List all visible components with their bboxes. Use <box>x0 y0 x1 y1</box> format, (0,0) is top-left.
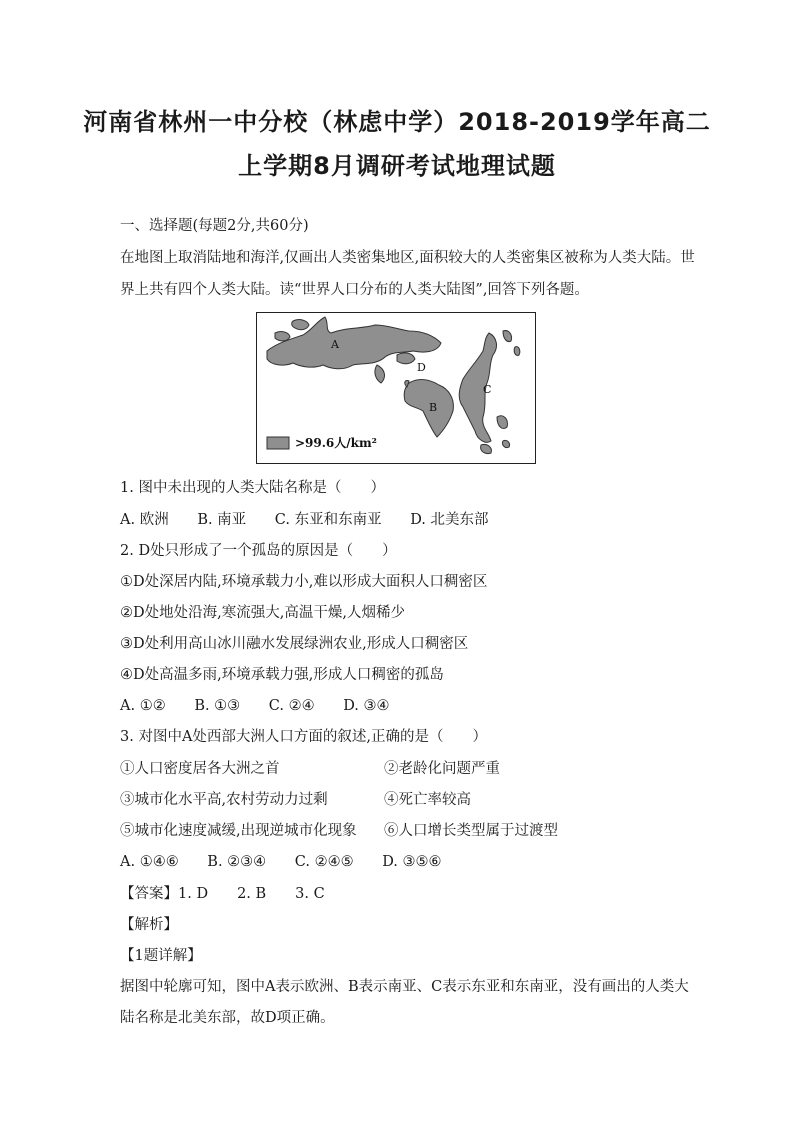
q2-item-2: ②D处地处沿海,寒流强大,高温干燥,人烟稀少 <box>120 605 405 621</box>
q3-stem: 3. 对图中A处西部大洲人口方面的叙述,正确的是（ ） <box>120 729 488 745</box>
human-continent-map <box>256 312 536 464</box>
q3-item-2: ②老龄化问题严重 <box>384 761 500 777</box>
q2-option-c: C. ②④ <box>268 698 315 714</box>
map-island-c2 <box>514 347 520 356</box>
q3-item-3: ③城市化水平高,农村劳动力过剩 <box>120 792 328 808</box>
map-label-b: B <box>429 401 438 414</box>
map-island-c4 <box>481 444 492 453</box>
q2-stem: 2. D处只形成了一个孤岛的原因是（ ） <box>120 543 397 559</box>
map-legend-label: >99.6人/km² <box>295 436 377 450</box>
q2-option-d: D. ③④ <box>343 698 390 714</box>
q3-item-5: ⑤城市化速度减缓,出现逆城市化现象 <box>120 823 357 839</box>
q3-item-4: ④死亡率较高 <box>384 792 471 808</box>
map-label-d: D <box>417 361 426 374</box>
intro-line-2: 界上共有四个人类大陆。读“世界人口分布的人类大陆图”,回答下列各题。 <box>120 282 589 298</box>
q1-options <box>120 510 513 530</box>
q2-item-3: ③D处利用高山冰川融水发展绿洲农业,形成人口稠密区 <box>120 636 469 652</box>
q3-options <box>120 852 466 872</box>
q1-option-d: D. 北美东部 <box>410 512 489 528</box>
analysis-label: 【解析】 <box>120 917 178 933</box>
q2-option-a: A. ①② <box>120 698 166 714</box>
map-legend-swatch <box>267 437 289 449</box>
map-island-c3 <box>497 416 507 429</box>
q3-item-6: ⑥人口增长类型属于过渡型 <box>384 823 558 839</box>
q3-option-b: B. ②③④ <box>207 854 267 870</box>
q2-option-b: B. ①③ <box>194 698 241 714</box>
q2-item-1: ①D处深居内陆,环境承载力小,难以形成大面积人口稠密区 <box>120 574 488 590</box>
map-island-a2 <box>375 365 385 383</box>
map-label-c: C <box>483 383 492 396</box>
document-title-line-1: 河南省林州一中分校（林虑中学）2018-2019学年高二 <box>83 108 711 136</box>
q2-item-4: ④D处高温多雨,环境承载力强,形成人口稠密的孤岛 <box>120 667 444 683</box>
q1-option-b: B. 南亚 <box>197 512 247 528</box>
map-island-1 <box>292 320 309 330</box>
map-island-d <box>397 353 415 364</box>
q3-item-1: ①人口密度居各大洲之首 <box>120 761 280 777</box>
document-title-line-2: 上学期8月调研考试地理试题 <box>238 152 556 180</box>
detail-line-2: 陆名称是北美东部，故D项正确。 <box>120 1010 335 1026</box>
q1-option-c: C. 东亚和东南亚 <box>274 512 382 528</box>
map-island-c5 <box>502 440 509 447</box>
q2-options <box>120 696 414 716</box>
map-label-a: A <box>331 338 339 351</box>
map-island-c1 <box>503 331 512 342</box>
detail-line-1: 据图中轮廓可知，图中A表示欧洲、B表示南亚、C表示东亚和东南亚，没有画出的人类大 <box>120 979 689 995</box>
detail-label: 【1题详解】 <box>120 948 202 964</box>
q3-option-c: C. ②④⑤ <box>294 854 354 870</box>
q1-option-a: A. 欧洲 <box>120 512 169 528</box>
section-heading: 一、选择题(每题2分,共60分) <box>120 218 309 234</box>
answer-line: 【答案】1. D 2. B 3. C <box>120 886 325 902</box>
map-island-2 <box>275 332 290 341</box>
intro-line-1: 在地图上取消陆地和海洋,仅画出人类密集地区,面积较大的人类密集区被称为人类大陆。世 <box>120 250 695 266</box>
q3-option-d: D. ③⑤⑥ <box>382 854 442 870</box>
q1-stem: 1. 图中未出现的人类大陆名称是（ ） <box>120 480 385 496</box>
q3-option-a: A. ①④⑥ <box>120 854 179 870</box>
